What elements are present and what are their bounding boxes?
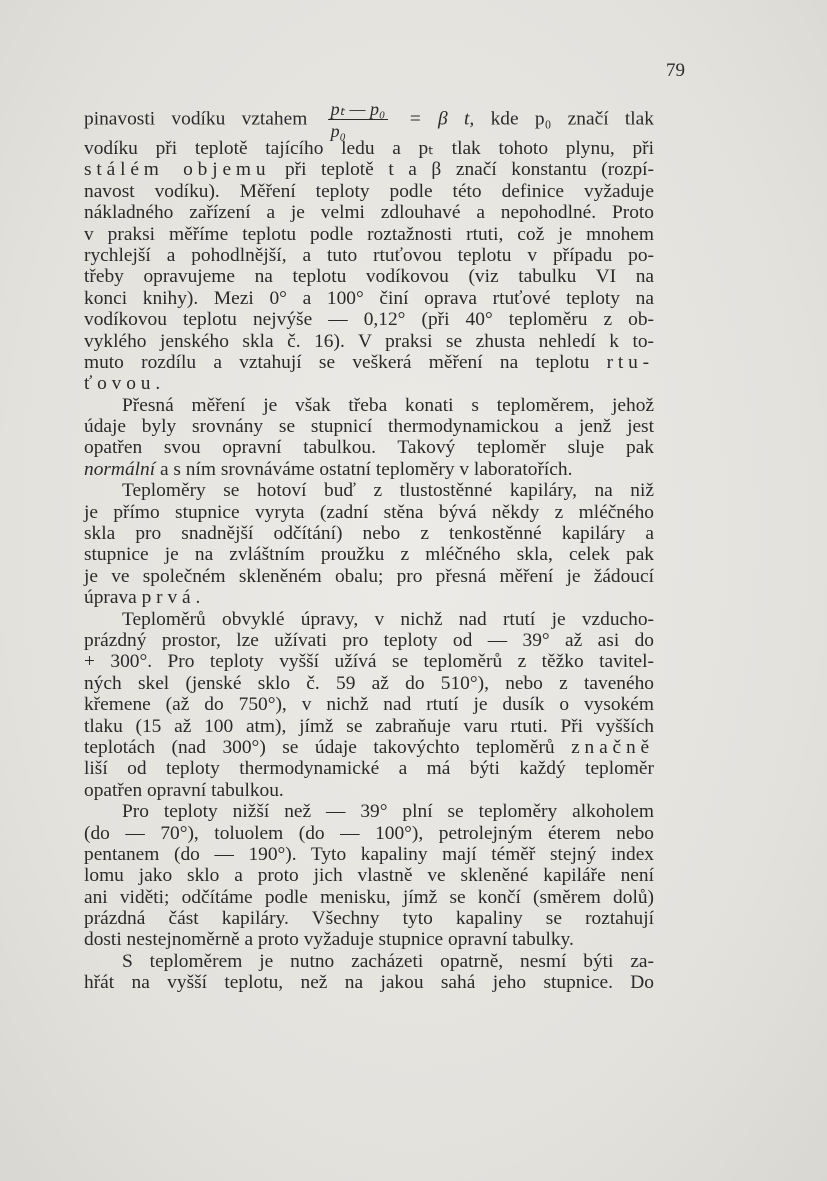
text-line: Teploměry se hotoví buď z tlustostěnné kapiláry, na niž (122, 480, 654, 502)
text-line: nákladného zařízení a je velmi zdlouhavé a nepohodlné. Proto (84, 202, 654, 224)
body-text (84, 100, 654, 994)
text-line: ných skel (jenské sklo č. 59 až do 510°), nebo z taveného (84, 672, 654, 694)
italic-term: normální (84, 458, 156, 480)
formula-rhs: = β t, (408, 108, 475, 130)
formula-line (84, 99, 654, 141)
spaced-emphasis: ťovou (84, 373, 156, 395)
text-line: normální a s ním srovnáváme ostatní teploměry v laboratořích. (84, 458, 573, 480)
text-line: skla pro snadnější odčítání) nebo z tenkostěnné kapiláry a (84, 523, 654, 545)
line1-before: pinavosti vodíku vztahem (84, 108, 308, 130)
text-line: Pro teploty nižší než — 39° plní se teploměry alkoholem (122, 801, 654, 823)
text-line: údaje byly srovnány se stupnicí thermodynamickou a jenž jest (84, 416, 654, 438)
line1-after: kde p₀ značí tlak (490, 108, 654, 130)
spaced-emphasis: prvá (141, 587, 196, 609)
text-line: stupnice je na zvláštním proužku z mléčného skla, celek pak (84, 544, 654, 566)
text-line: křemene (až do 750°), v nichž nad rtutí je dusík o vysokém (84, 694, 654, 716)
spaced-emphasis: značně (571, 736, 654, 758)
formula-fraction (328, 100, 389, 140)
paragraph-2 (84, 395, 654, 481)
text-line: (do — 70°), toluolem (do — 100°), petrolejným éterem nebo (84, 822, 654, 844)
text-line: prázdný prostor, lze užívati pro teploty od — 39° až asi do (84, 629, 654, 651)
text-line: ťovou. (84, 373, 161, 395)
text-line: ani viděti; odčítáme podle menisku, jímž se končí (směrem dolů) (84, 886, 654, 908)
text-line: Teploměrů obvyklé úpravy, v nichž nad rtutí je vzducho- (122, 608, 654, 630)
text-line: vodíkovou teplotu nejvýše — 0,12° (při 40° teploměru z ob- (84, 309, 654, 331)
spaced-emphasis: rtu- (606, 351, 654, 373)
page-number: 79 (666, 60, 685, 81)
paragraph-5 (84, 801, 654, 951)
formula-numerator: pₜ — p₀ (328, 100, 389, 120)
text-line: S teploměrem je nutno zacházeti opatrně, nesmí býti za- (122, 950, 654, 972)
text-line: opatřen opravní tabulkou. (84, 779, 284, 801)
text-line: je přímo stupnice vyryta (zadní stěna bývá někdy z mléčného (84, 501, 654, 523)
text-line: lomu jako sklo a proto jich vlastně ve skleněné kapiláře není (84, 865, 654, 887)
text-line: Přesná měření je však třeba konati s teploměrem, jehož (122, 394, 654, 416)
paragraph-4 (84, 609, 654, 802)
text-line: tlaku (15 až 100 atm), jímž se zabraňuje varu rtuti. Při vyšších (84, 715, 654, 737)
text-line: prázdná část kapiláry. Všechny tyto kapaliny se roztahují (84, 908, 654, 930)
text-line: třeby opravujeme na teplotu vodíkovou (viz tabulku VI na (84, 266, 654, 288)
formula-denominator: p₀ (330, 121, 346, 141)
text-line: stálém objemu při teplotě t a β značí konstantu (rozpí- (84, 159, 654, 181)
text-line: hřát na vyšší teplotu, než na jakou sahá jeho stupnice. Do (84, 972, 654, 994)
text-line: úprava prvá. (84, 587, 201, 609)
text-line: opatřen svou opravní tabulkou. Takový teploměr sluje pak (84, 437, 654, 459)
text-line: + 300°. Pro teploty vyšší užívá se teploměrů z těžko tavitel- (84, 651, 654, 673)
text-line: rychlejší a pohodlnější, a tuto rtuťovou teplotu v případu po- (84, 244, 654, 266)
paragraph-3 (84, 480, 654, 608)
text-line: pentanem (do — 190°). Tyto kapaliny mají téměř stejný index (84, 843, 654, 865)
text-line: teplotách (nad 300°) se údaje takovýchto teploměrů značně (84, 736, 654, 758)
paragraph-6 (84, 951, 654, 994)
text-line: je ve společném skleněném obalu; pro přesná měření je žádoucí (84, 565, 654, 587)
text-line: vyklého jenského skla č. 16). V praksi se zhusta nehledí k to- (84, 330, 654, 352)
text-line: konci knihy). Mezi 0° a 100° činí oprava rtuťové teploty na (84, 287, 654, 309)
text-line: v praksi měříme teplotu podle roztažnosti rtuti, což je mnohem (84, 223, 654, 245)
paragraph-1 (84, 100, 654, 395)
text-line: navost vodíku). Měření teploty podle této definice vyžaduje (84, 180, 654, 202)
spaced-emphasis: stálém objemu (84, 159, 271, 181)
text-line: vodíku při teplotě tajícího ledu a pₜ tlak tohoto plynu, při (84, 138, 654, 159)
text-line: liší od teploty thermodynamické a má býti každý teploměr (84, 758, 654, 780)
text-line: muto rozdílu a vztahují se veškerá měření na teplotu rtu- (84, 351, 654, 373)
text-line: dosti nestejnoměrně a proto vyžaduje stupnice opravní tabulky. (84, 929, 574, 951)
